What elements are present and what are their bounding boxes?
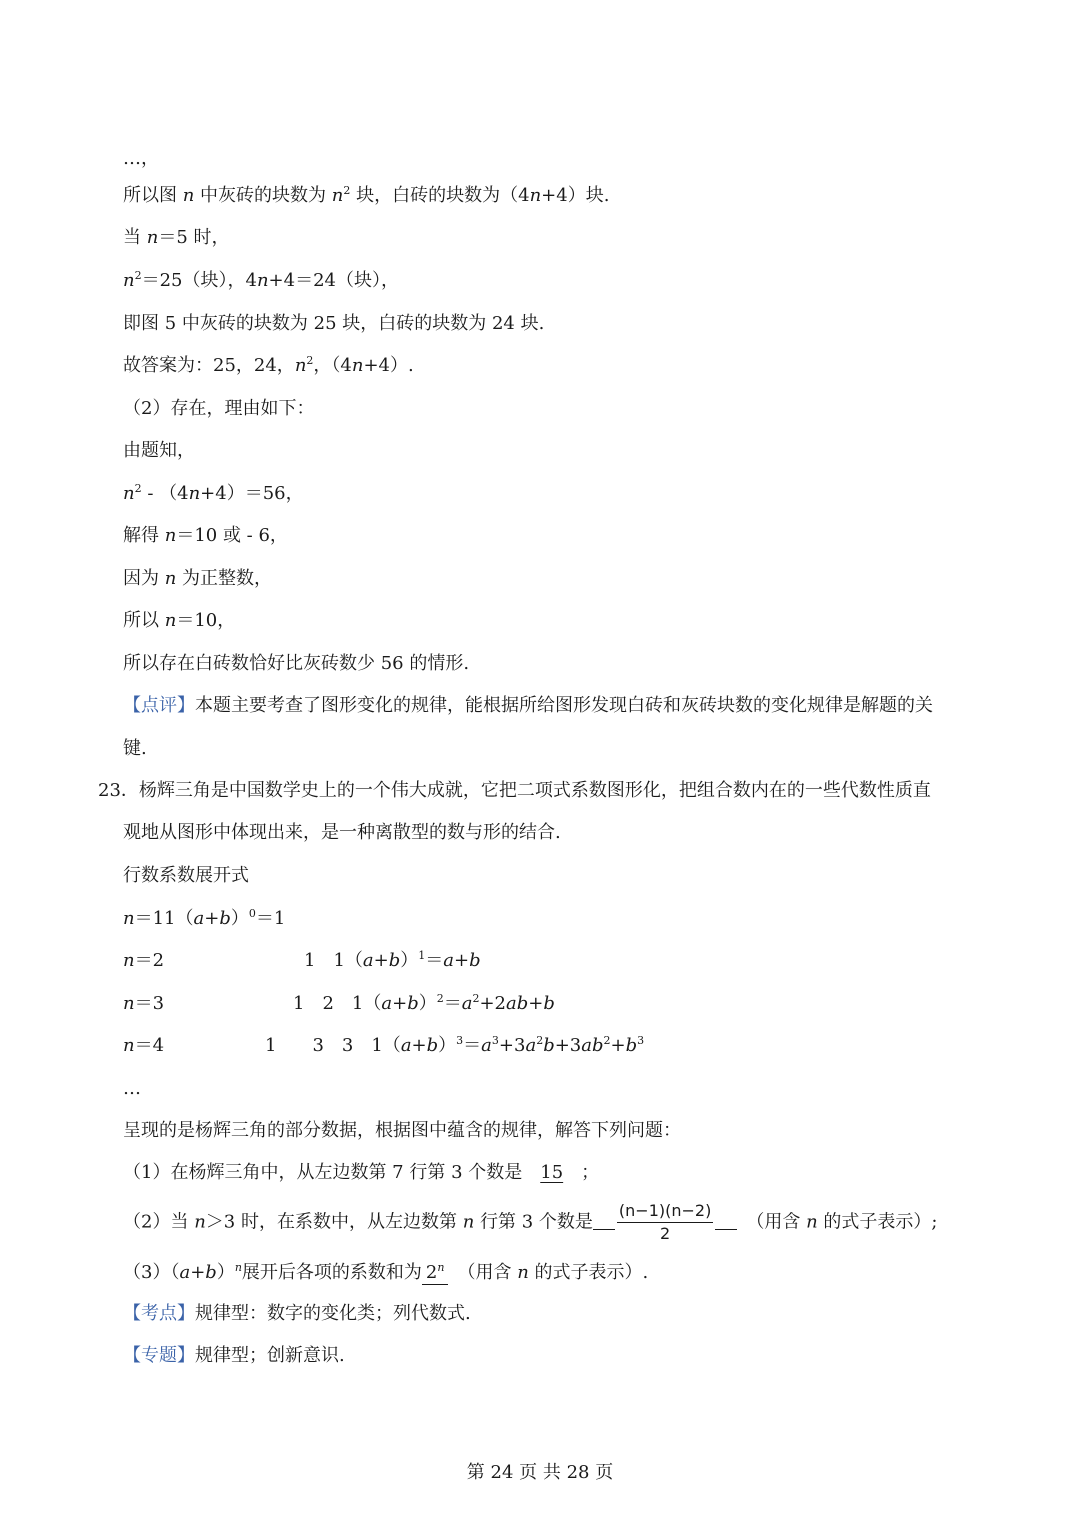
text-line: 呈现的是杨辉三角的部分数据，根据图中蕴含的规律，解答下列问题： <box>123 1120 681 1141</box>
topic-line: 【专题】规律型；创新意识. <box>123 1345 345 1366</box>
text-line: 所以存在白砖数恰好比灰砖数少 56 的情形. <box>123 653 470 674</box>
text-line: （2）存在，理由如下： <box>123 398 315 419</box>
text-line: 即图 5 中灰砖的块数为 25 块，白砖的块数为 24 块. <box>123 313 545 334</box>
text-line: $n^2=25$（块），4n+4＝24（块）， <box>123 269 399 291</box>
triangle-row-expansion: 1 2 $1(a+b)^2=a^2+2ab+b$ <box>293 992 555 1014</box>
text-line: 因为 n 为正整数， <box>123 568 273 589</box>
text-line: 键. <box>123 738 147 759</box>
triangle-row: n＝4 <box>123 1035 165 1056</box>
text-line: 所以图 n 中灰砖的块数为 $n^2$ 块，白砖的块数为（4n+4）块. <box>123 184 610 206</box>
answer-3: 2$^n$ <box>422 1262 449 1285</box>
question-title: 观地从图形中体现出来，是一种离散型的数与形的结合. <box>123 822 561 843</box>
triangle-row: $n=11(a+b)^0=1$ <box>123 907 286 929</box>
comment-tag: 【点评】 <box>123 695 195 716</box>
comment-line: 【点评】本题主要考查了图形变化的规律，能根据所给图形发现白砖和灰砖块数的变化规律是解题的关 <box>123 695 933 716</box>
text-line: 所以 n＝10， <box>123 610 236 631</box>
text-line: 当 n＝5 时， <box>123 227 230 248</box>
knowledge-point-tag: 【考点】 <box>123 1303 195 1324</box>
text-line: $n^2 - (4n+4)=56$， <box>123 482 304 504</box>
topic-tag: 【专题】 <box>123 1345 195 1366</box>
text-line: 解得 n＝10 或 - 6， <box>123 525 288 546</box>
text-line: 故答案为：25，24，$n^2$，（4n+4）. <box>123 354 414 376</box>
table-header: 行数系数展开式 <box>123 865 249 886</box>
answer-1: 15 <box>540 1162 564 1183</box>
text-line: …， <box>123 148 159 169</box>
triangle-row: n＝2 <box>123 950 165 971</box>
triangle-row-expansion: 1 $1(a+b)^1=a+b$ <box>304 949 481 971</box>
sub-question-1: （1）在杨辉三角中，从左边数第 7 行第 3 个数是 15 ； <box>123 1162 600 1183</box>
page-footer: 第 24 页 共 28 页 <box>466 1462 614 1483</box>
question-title: 23．杨辉三角是中国数学史上的一个伟大成就，它把二项式系数图形化，把组合数内在的一些代数性质直 <box>98 780 931 801</box>
text-line: 由题知， <box>123 440 195 461</box>
triangle-row-expansion: 1 3 3 $1(a+b)^3=a^3+3a^2b+3ab^2+b^3$ <box>265 1034 645 1056</box>
sub-question-3: $(3)(a+b)^n$展开后各项的系数和为 2$^n$ （用含 n 的式子表示）. <box>123 1261 649 1283</box>
knowledge-point-line: 【考点】规律型：数字的变化类；列代数式. <box>123 1303 471 1324</box>
answer-2-fraction: $\frac{(n-1)(n-2)}{2}$ <box>618 1201 712 1243</box>
triangle-row: n＝3 <box>123 993 165 1014</box>
text-line: … <box>123 1078 141 1099</box>
sub-question-2: （2）当 n＞3 时，在系数中，从左边数第 n 行第 3 个数是 $\frac{(n-1)(n-2)}{2}$ （用含 n 的式子表示）; <box>123 1201 938 1243</box>
